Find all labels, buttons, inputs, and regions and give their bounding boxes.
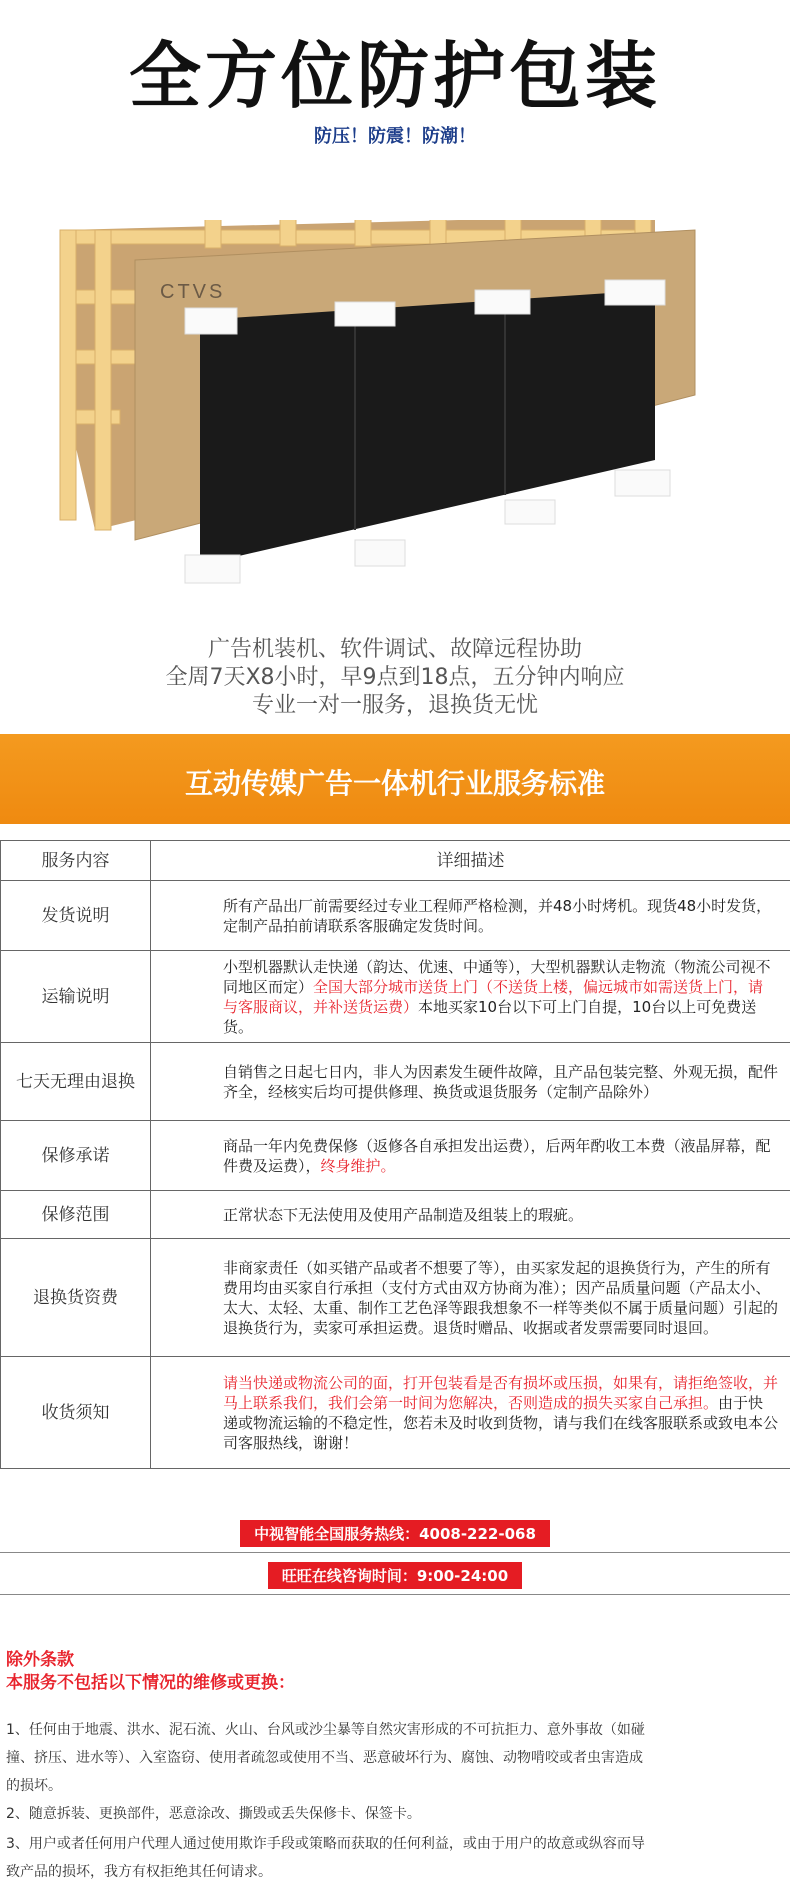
exclusion-item: 2、随意拆装、更换部件，恶意涂改、撕毁或丢失保修卡、保签卡。 bbox=[6, 1806, 421, 1822]
tagline-3: 专业一对一服务，退换货无忧 bbox=[251, 693, 538, 718]
tagline-2: 全周7天X8小时，早9点到18点，五分钟内响应 bbox=[165, 665, 625, 690]
table-row bbox=[1, 1121, 790, 1191]
service-standard-banner bbox=[0, 734, 790, 824]
page-title: 全方位防护包装 bbox=[128, 34, 661, 118]
row-service-name: 保修范围 bbox=[1, 1191, 151, 1239]
description-text: 正常状态下无法使用及使用产品制造及组装上的瑕疵。 bbox=[223, 1205, 584, 1224]
hotline-row bbox=[0, 1520, 790, 1547]
row-description bbox=[151, 1043, 790, 1121]
online-row bbox=[0, 1562, 790, 1589]
highlight-text: 终身维护。 bbox=[320, 1156, 396, 1175]
row-service-name: 收货须知 bbox=[1, 1357, 151, 1469]
header-detail: 详细描述 bbox=[151, 841, 790, 881]
online-hours-badge: 旺旺在线咨询时间：9:00-24:00 bbox=[268, 1562, 522, 1589]
row-service-name: 保修承诺 bbox=[1, 1121, 151, 1191]
description-text: 本地买家10台以下可上门自提，10台以上可免费送货。 bbox=[223, 997, 757, 1036]
divider bbox=[0, 1552, 790, 1553]
banner-title: 互动传媒广告一体机行业服务标准 bbox=[184, 767, 605, 800]
row-description bbox=[151, 1191, 790, 1239]
description-text: 所有产品出厂前需要经过专业工程师严格检测，并48小时烤机。现货48小时发货，定制产品拍前请联系客服确定发货时间。 bbox=[223, 896, 772, 935]
description-text: 小型机器默认走快递（韵达、优速、中通等），大型机器默认走物流（物流公司视不同地区而定） bbox=[223, 957, 771, 996]
service-table bbox=[0, 840, 790, 1469]
description-text: 自销售之日起七日内，非人为因素发生硬件故障，且产品包装完整、外观无损，配件齐全，经核实后均可提供修理、换货或退货服务（定制产品除外） bbox=[223, 1062, 779, 1101]
divider bbox=[0, 1594, 790, 1595]
tagline-1: 广告机装机、软件调试、故障远程协助 bbox=[207, 637, 582, 662]
row-description bbox=[151, 881, 790, 951]
highlight-text: 全国大部分城市送货上门（不送货上楼，偏远城市如需送货上门，请与客服商议，并补送货运费） bbox=[223, 977, 764, 1016]
table-row bbox=[1, 951, 790, 1043]
table-row bbox=[1, 1357, 790, 1469]
table-row bbox=[1, 1191, 790, 1239]
row-service-name: 退换货资费 bbox=[1, 1239, 151, 1357]
row-description bbox=[151, 1239, 790, 1357]
row-service-name: 运输说明 bbox=[1, 951, 151, 1043]
table-row bbox=[1, 1239, 790, 1357]
page-subtitle: 防压！防震！防潮！ bbox=[314, 126, 476, 147]
packaging-illustration bbox=[55, 220, 745, 620]
header-service-content: 服务内容 bbox=[1, 841, 151, 881]
exclusion-item: 3、用户或者任何用户代理人通过使用欺诈手段或策略而获取的任何利益，或由于用户的故意或纵容而导致产品的损坏，我方有权拒绝其任何请求。 bbox=[6, 1836, 645, 1880]
brand-logo: CTVS bbox=[160, 281, 226, 303]
row-description bbox=[151, 951, 790, 1043]
row-description bbox=[151, 1121, 790, 1191]
description-text: 由于快递或物流运输的不稳定性，您若未及时收到货物，请与我们在线客服联系或致电本公司客服热线，谢谢！ bbox=[223, 1393, 779, 1452]
exclusions-title: 除外条款 bbox=[6, 1650, 74, 1670]
exclusion-item: 1、任何由于地震、洪水、泥石流、火山、台风或沙尘暴等自然灾害形成的不可抗拒力、意外事故（如碰撞、挤压、进水等）、入室盗窃、使用者疏忽或使用不当、恶意破坏行为、腐蚀、动物啃咬或者虫害造成的损坏。 bbox=[6, 1722, 645, 1794]
row-service-name: 七天无理由退换 bbox=[1, 1043, 151, 1121]
table-row bbox=[1, 881, 790, 951]
highlight-text: 请当快递或物流公司的面，打开包装看是否有损坏或压损，如果有，请拒绝签收，并马上联系我们，我们会第一时间为您解决，否则造成的损失买家自己承担。 bbox=[223, 1373, 779, 1412]
row-service-name: 发货说明 bbox=[1, 881, 151, 951]
description-text: 商品一年内免费保修（返修各自承担发出运费），后两年酌收工本费（液晶屏幕，配件费及运费）， bbox=[223, 1136, 771, 1175]
hotline-badge: 中视智能全国服务热线：4008-222-068 bbox=[240, 1520, 550, 1547]
exclusions-subtitle: 本服务不包括以下情况的维修或更换： bbox=[6, 1673, 295, 1693]
description-text: 非商家责任（如买错产品或者不想要了等），由买家发起的退换货行为，产生的所有费用均由买家自行承担（支付方式由双方协商为准）；因产品质量问题（产品太小、太大、太轻、太重、制作工艺色泽等跟我想象不一样等类似不属于质量问题）引起的退换货行为，卖家可承担运费。退货时赠品、收据或者发票需要同时退回。 bbox=[223, 1258, 779, 1337]
table-row bbox=[1, 1043, 790, 1121]
row-description bbox=[151, 1357, 790, 1469]
